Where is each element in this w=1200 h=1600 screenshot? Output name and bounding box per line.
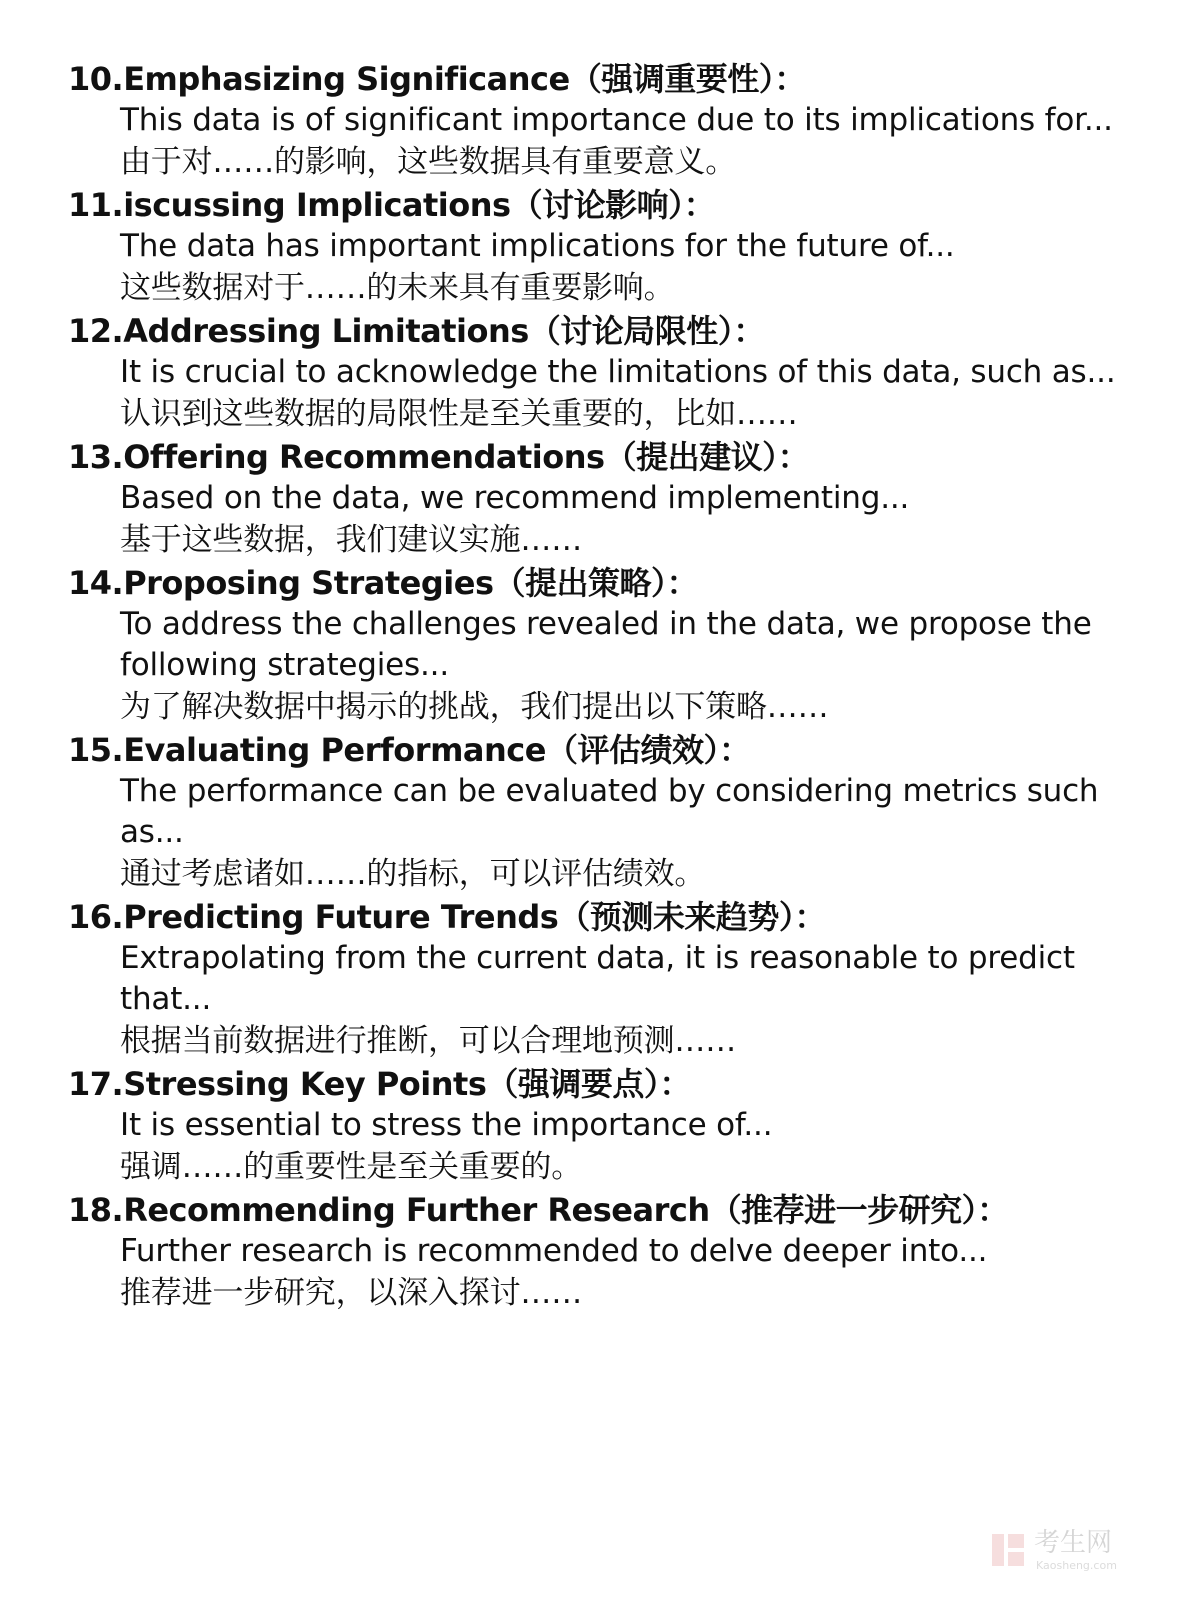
entry-chinese-translation: 推荐进一步研究，以深入探讨…… — [120, 1275, 582, 1311]
entry-heading: 10.Emphasizing Significance（强调重要性）： — [68, 60, 806, 98]
entry-heading: 11.iscussing Implications（讨论影响）： — [68, 186, 716, 224]
entry-english-sentence: Based on the data, we recommend implementing... — [120, 480, 910, 516]
entry-chinese-translation: 通过考虑诸如……的指标，可以评估绩效。 — [120, 856, 706, 892]
entry-heading: 16.Predicting Future Trends（预测未来趋势）： — [68, 898, 826, 936]
entry-english-sentence: It is essential to stress the importance of... — [120, 1107, 773, 1143]
document-body — [68, 58, 1138, 1315]
entry-english-sentence: The data has important implications for the future of... — [120, 228, 955, 264]
entry-16 — [68, 896, 1138, 1063]
entry-chinese-translation: 基于这些数据，我们建议实施…… — [120, 522, 582, 558]
entry-chinese-translation: 强调……的重要性是至关重要的。 — [120, 1149, 582, 1185]
entry-heading: 15.Evaluating Performance（评估绩效）： — [68, 731, 751, 769]
entry-chinese-translation: 认识到这些数据的局限性是至关重要的，比如…… — [120, 396, 798, 432]
entry-14 — [68, 562, 1138, 729]
entry-english-sentence: Extrapolating from the current data, it is reasonable to predict that... — [120, 940, 1075, 1017]
entry-english-sentence: It is crucial to acknowledge the limitations of this data, such as... — [120, 354, 1116, 390]
entry-heading: 12.Addressing Limitations（讨论局限性）： — [68, 312, 765, 350]
entry-chinese-translation: 这些数据对于……的未来具有重要影响。 — [120, 270, 675, 306]
entry-heading: 14.Proposing Strategies（提出策略）： — [68, 564, 698, 602]
entry-13 — [68, 436, 1138, 562]
entry-english-sentence: Further research is recommended to delve deeper into... — [120, 1233, 988, 1269]
watermark-logo-icon — [990, 1532, 1026, 1568]
entry-english-sentence: To address the challenges revealed in the data, we propose the following strategies... — [120, 606, 1092, 683]
entry-18 — [68, 1189, 1138, 1315]
entry-11 — [68, 184, 1138, 310]
entry-12 — [68, 310, 1138, 436]
entry-english-sentence: The performance can be evaluated by considering metrics such as... — [120, 773, 1099, 850]
watermark-url: Kaosheng.com — [1036, 1559, 1117, 1572]
entry-heading: 18.Recommending Further Research（推荐进一步研究）： — [68, 1191, 1009, 1229]
entry-17 — [68, 1063, 1138, 1189]
watermark-text: 考生网 — [1034, 1528, 1113, 1558]
entry-chinese-translation: 为了解决数据中揭示的挑战，我们提出以下策略…… — [120, 689, 829, 725]
entry-heading: 17.Stressing Key Points（强调要点）： — [68, 1065, 691, 1103]
entry-chinese-translation: 根据当前数据进行推断，可以合理地预测…… — [120, 1023, 736, 1059]
watermark — [990, 1528, 1160, 1576]
entry-heading: 13.Offering Recommendations（提出建议）： — [68, 438, 810, 476]
entry-chinese-translation: 由于对……的影响，这些数据具有重要意义。 — [120, 144, 736, 180]
entry-15 — [68, 729, 1138, 896]
entry-10 — [68, 58, 1138, 184]
entry-english-sentence: This data is of significant importance due to its implications for... — [120, 102, 1113, 138]
